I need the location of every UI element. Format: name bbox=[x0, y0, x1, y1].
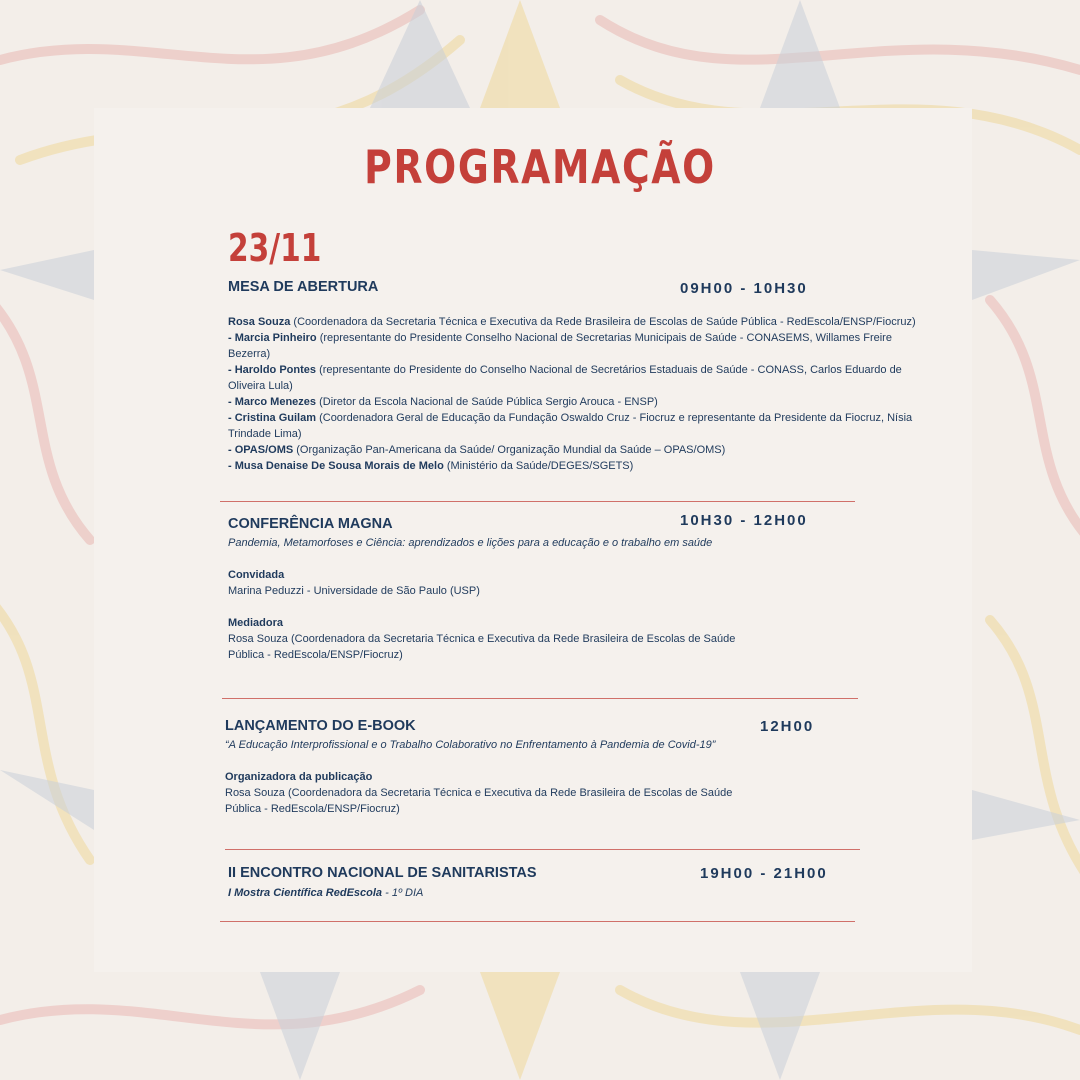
participant-item bbox=[228, 394, 923, 410]
guest-text: Marina Peduzzi - Universidade de São Paulo (USP) bbox=[228, 585, 480, 597]
mediator-text: Rosa Souza (Coordenadora da Secretaria Técnica e Executiva da Rede Brasileira de Escolas de Saúde Pública - RedEscola/ENSP/Fiocruz) bbox=[228, 633, 736, 661]
encontro-details bbox=[228, 885, 728, 901]
organizer-label: Organizadora da publicação bbox=[225, 771, 373, 783]
participant-name: - Marco Menezes bbox=[228, 396, 317, 408]
divider bbox=[225, 849, 860, 850]
participant-name: - OPAS/OMS bbox=[228, 444, 294, 456]
divider bbox=[220, 501, 855, 502]
encontro-subtitle-bold: I Mostra Científica RedEscola bbox=[228, 887, 383, 899]
participant-name: - Cristina Guilam bbox=[228, 412, 317, 424]
participant-item bbox=[228, 330, 923, 362]
section-title-ebook: LANÇAMENTO DO E-BOOK bbox=[225, 718, 416, 734]
participant-desc: (Diretor da Escola Nacional de Saúde Pública Sergio Arouca - ENSP) bbox=[316, 396, 658, 408]
section-title-abertura: MESA DE ABERTURA bbox=[228, 279, 379, 295]
participant-desc: (Organização Pan-Americana da Saúde/ Organização Mundial da Saúde – OPAS/OMS) bbox=[293, 444, 726, 456]
participant-desc: (representante do Presidente Conselho Nacional de Secretarias Municipais de Saúde - CONASEMS, Willames Freire Bezerra) bbox=[228, 332, 892, 360]
participant-name: - Marcia Pinheiro bbox=[228, 332, 317, 344]
section-time-abertura: 09H00 - 10H30 bbox=[680, 280, 808, 297]
conferencia-subtitle: Pandemia, Metamorfoses e Ciência: aprendizados e lições para a educação e o trabalho em saúde bbox=[228, 537, 713, 549]
conferencia-details bbox=[228, 535, 738, 663]
participant-item bbox=[228, 362, 923, 394]
event-date: 23/11 bbox=[228, 226, 322, 270]
organizer-text: Rosa Souza (Coordenadora da Secretaria Técnica e Executiva da Rede Brasileira de Escolas de Saúde Pública - RedEscola/ENSP/Fiocruz) bbox=[225, 787, 733, 815]
section-title-encontro: II ENCONTRO NACIONAL DE SANITARISTAS bbox=[228, 865, 537, 881]
section-time-encontro: 19H00 - 21H00 bbox=[700, 865, 828, 882]
participant-name: - Musa Denaise De Sousa Morais de Melo bbox=[228, 460, 444, 472]
participant-item bbox=[228, 410, 923, 442]
participant-desc: (Coordenadora da Secretaria Técnica e Executiva da Rede Brasileira de Escolas de Saúde Pública - RedEscola/ENSP/Fiocruz) bbox=[290, 316, 916, 328]
participant-desc: (representante do Presidente do Conselho Nacional de Secretários Estaduais de Saúde - CONASS, Carlos Eduardo de Oliveira Lula) bbox=[228, 364, 902, 392]
participant-name: Rosa Souza bbox=[228, 316, 291, 328]
participant-desc: (Coordenadora Geral de Educação da Fundação Oswaldo Cruz - Fiocruz e representante da Presidente da Fiocruz, Nísia Trindade Lima) bbox=[228, 412, 913, 440]
section-time-conferencia: 10H30 - 12H00 bbox=[680, 512, 808, 529]
participant-desc: (Ministério da Saúde/DEGES/SGETS) bbox=[443, 460, 634, 472]
mediator-label: Mediadora bbox=[228, 617, 284, 629]
ebook-details bbox=[225, 737, 735, 817]
encontro-subtitle-rest: - 1º DIA bbox=[382, 887, 424, 899]
divider bbox=[220, 921, 855, 922]
participant-item bbox=[228, 442, 923, 458]
divider bbox=[222, 698, 858, 699]
participant-name: - Haroldo Pontes bbox=[228, 364, 317, 376]
participants-list bbox=[228, 314, 923, 474]
section-time-ebook: 12H00 bbox=[760, 718, 815, 735]
ebook-subtitle: “A Educação Interprofissional e o Trabalho Colaborativo no Enfrentamento à Pandemia de Covid-19” bbox=[225, 739, 716, 751]
participant-item bbox=[228, 458, 923, 474]
participant-item bbox=[228, 314, 923, 330]
page-title: PROGRAMAÇÃO bbox=[364, 140, 716, 194]
guest-label: Convidada bbox=[228, 569, 285, 581]
section-title-conferencia: CONFERÊNCIA MAGNA bbox=[228, 516, 393, 532]
